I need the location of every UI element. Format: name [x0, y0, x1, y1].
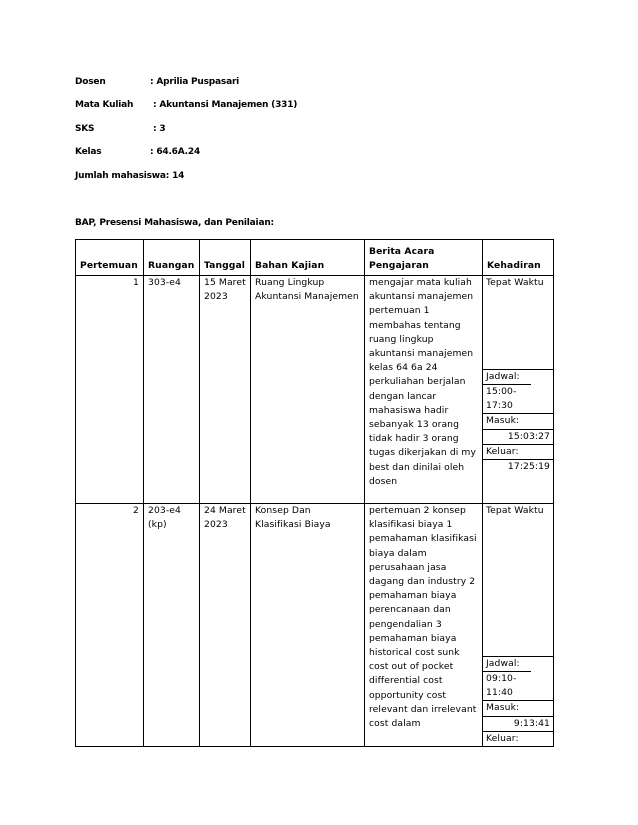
- sks-label: SKS: [75, 124, 95, 134]
- masuk-label: Masuk:: [483, 413, 553, 428]
- cell-pertemuan: 1: [76, 276, 144, 504]
- jadwal-label: Jadwal:: [483, 369, 553, 384]
- cell-ruangan: 203-e4 (kp): [144, 504, 200, 747]
- cell-kehadiran: [483, 504, 554, 747]
- masuk-value: 15:03:27: [483, 429, 553, 444]
- header-bahan: Bahan Kajian: [251, 240, 365, 276]
- kelas-label: Kelas: [75, 147, 102, 157]
- matkul-label: Mata Kuliah: [75, 100, 134, 110]
- info-sks: [75, 124, 166, 134]
- cell-pertemuan: 2: [76, 504, 144, 747]
- info-dosen: [75, 77, 240, 87]
- info-kelas: [75, 147, 201, 157]
- cell-tanggal: 24 Maret 2023: [200, 504, 251, 747]
- kehadiran-status: Tepat Waktu: [486, 277, 544, 288]
- header-ruangan: Ruangan: [144, 240, 200, 276]
- keluar-label: Keluar:: [483, 444, 553, 459]
- cell-ruangan: 303-e4: [144, 276, 200, 504]
- dosen-label: Dosen: [75, 77, 106, 87]
- table-row: [76, 276, 554, 504]
- bap-table: [75, 239, 554, 747]
- cell-berita: pertemuan 2 konsep klasifikasi biaya 1 pemahaman klasifikasi biaya dalam perusahaan jasa dagang dan industry 2 pemahaman biaya perencanaan dan pengendalian 3 pemahaman biaya historical cost sunk cost out of pocket differential cost opportunity cost relevant dan irrelevant cost dalam: [365, 504, 483, 747]
- jumlah-label: Jumlah mahasiswa: 14: [75, 171, 185, 181]
- jadwal-value: 15:00-17:30: [483, 384, 531, 413]
- header-kehadiran: Kehadiran: [483, 240, 554, 276]
- cell-bahan: Ruang Lingkup Akuntansi Manajemen: [251, 276, 365, 504]
- table-header-row: [76, 240, 554, 276]
- cell-kehadiran: [483, 276, 554, 504]
- section-title: BAP, Presensi Mahasiswa, dan Penilaian:: [75, 218, 274, 228]
- masuk-label: Masuk:: [483, 700, 553, 715]
- jadwal-value: 09:10-11:40: [483, 671, 531, 700]
- kehadiran-status: Tepat Waktu: [486, 505, 544, 516]
- dosen-value: : Aprilia Puspasari: [150, 77, 240, 87]
- keluar-value: 17:25:19: [483, 459, 553, 503]
- header-berita: Berita Acara Pengajaran: [365, 240, 483, 276]
- cell-berita: mengajar mata kuliah akuntansi manajemen pertemuan 1 membahas tentang ruang lingkup akuntansi manajemen kelas 64 6a 24 perkuliahan berjalan dengan lancar mahasiswa hadir sebanyak 13 orang tidak hadir 3 orang tugas dikerjakan di my best dan dinilai oleh dosen: [365, 276, 483, 504]
- info-jumlah: [75, 171, 184, 181]
- keluar-label: Keluar:: [483, 731, 553, 746]
- cell-tanggal: 15 Maret 2023: [200, 276, 251, 504]
- masuk-value: 9:13:41: [483, 716, 553, 731]
- table-row: [76, 504, 554, 747]
- header-tanggal: Tanggal: [200, 240, 251, 276]
- kelas-value: : 64.6A.24: [150, 147, 201, 157]
- cell-bahan: Konsep Dan Klasifikasi Biaya: [251, 504, 365, 747]
- matkul-value: : Akuntansi Manajemen (331): [153, 100, 298, 110]
- jadwal-label: Jadwal:: [483, 656, 553, 671]
- header-pertemuan: Pertemuan: [76, 240, 144, 276]
- sks-value: : 3: [153, 124, 166, 134]
- info-matkul: [75, 100, 298, 110]
